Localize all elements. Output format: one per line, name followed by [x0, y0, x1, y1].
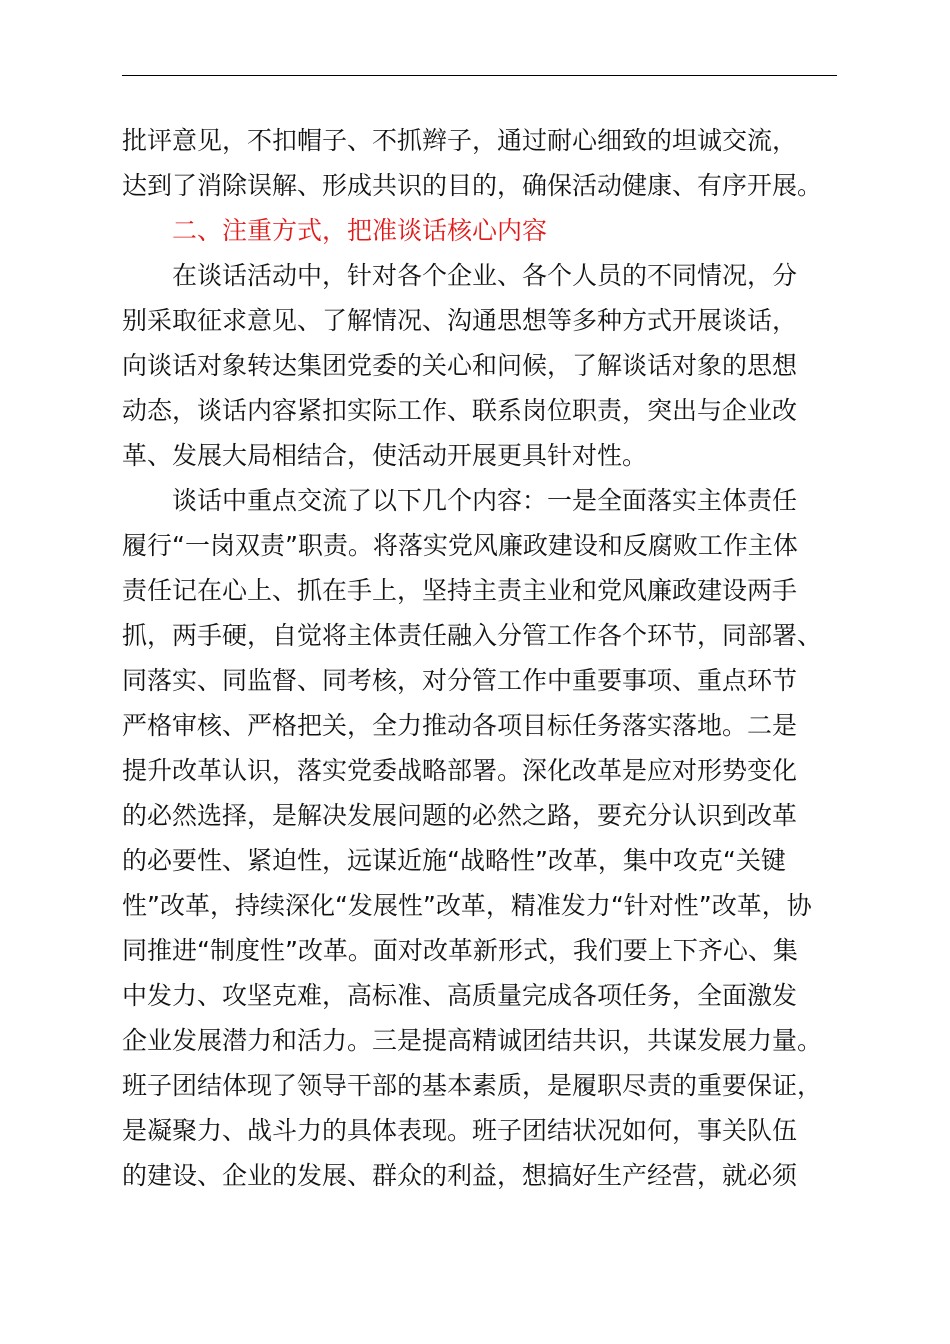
text-line: 向谈话对象转达集团党委的关心和问候，了解谈话对象的思想: [122, 351, 798, 380]
text-line: 提升改革认识，落实党委战略部署。深化改革是应对形势变化: [122, 756, 798, 785]
section-heading: 二、注重方式，把准谈话核心内容: [172, 216, 548, 245]
header-rule: [122, 75, 837, 76]
text-line: 达到了消除误解、形成共识的目的，确保活动健康、有序开展。: [122, 171, 823, 200]
text-line: 同落实、同监督、同考核，对分管工作中重要事项、重点环节: [122, 666, 798, 695]
document-body: [122, 118, 847, 1198]
text-line: 别采取征求意见、了解情况、沟通思想等多种方式开展谈话，: [122, 306, 798, 335]
text-line: 抓，两手硬，自觉将主体责任融入分管工作各个环节，同部署、: [122, 621, 823, 650]
text-line: 的建设、企业的发展、群众的利益，想搞好生产经营，就必须: [122, 1161, 798, 1190]
text-line: 班子团结体现了领导干部的基本素质，是履职尽责的重要保证，: [122, 1071, 823, 1100]
text-line: 中发力、攻坚克难，高标准、高质量完成各项任务，全面激发: [122, 981, 798, 1010]
text-line: 是凝聚力、战斗力的具体表现。班子团结状况如何，事关队伍: [122, 1116, 798, 1145]
text-line: 的必要性、紧迫性，远谋近施“战略性”改革，集中攻克“关键: [122, 846, 786, 875]
paragraph-start-line: 谈话中重点交流了以下几个内容：一是全面落实主体责任: [172, 486, 798, 515]
text-line: 履行“一岗双责”职责。将落实党风廉政建设和反腐败工作主体: [122, 531, 798, 560]
text-line: 同推进“制度性”改革。面对改革新形式，我们要上下齐心、集: [122, 936, 798, 965]
paragraph-start-line: 在谈话活动中，针对各个企业、各个人员的不同情况，分: [172, 261, 798, 290]
text-line: 革、发展大局相结合，使活动开展更具针对性。: [122, 441, 648, 470]
text-line: 性”改革，持续深化“发展性”改革，精准发力“针对性”改革，协: [122, 891, 812, 920]
text-line: 的必然选择，是解决发展问题的必然之路，要充分认识到改革: [122, 801, 798, 830]
text-line: 批评意见，不扣帽子、不抓辫子，通过耐心细致的坦诚交流，: [122, 126, 798, 155]
text-line: 企业发展潜力和活力。三是提高精诚团结共识，共谋发展力量。: [122, 1026, 823, 1055]
text-line: 严格审核、严格把关，全力推动各项目标任务落实落地。二是: [122, 711, 798, 740]
text-line: 责任记在心上、抓在手上，坚持主责主业和党风廉政建设两手: [122, 576, 798, 605]
text-line: 动态，谈话内容紧扣实际工作、联系岗位职责，突出与企业改: [122, 396, 798, 425]
